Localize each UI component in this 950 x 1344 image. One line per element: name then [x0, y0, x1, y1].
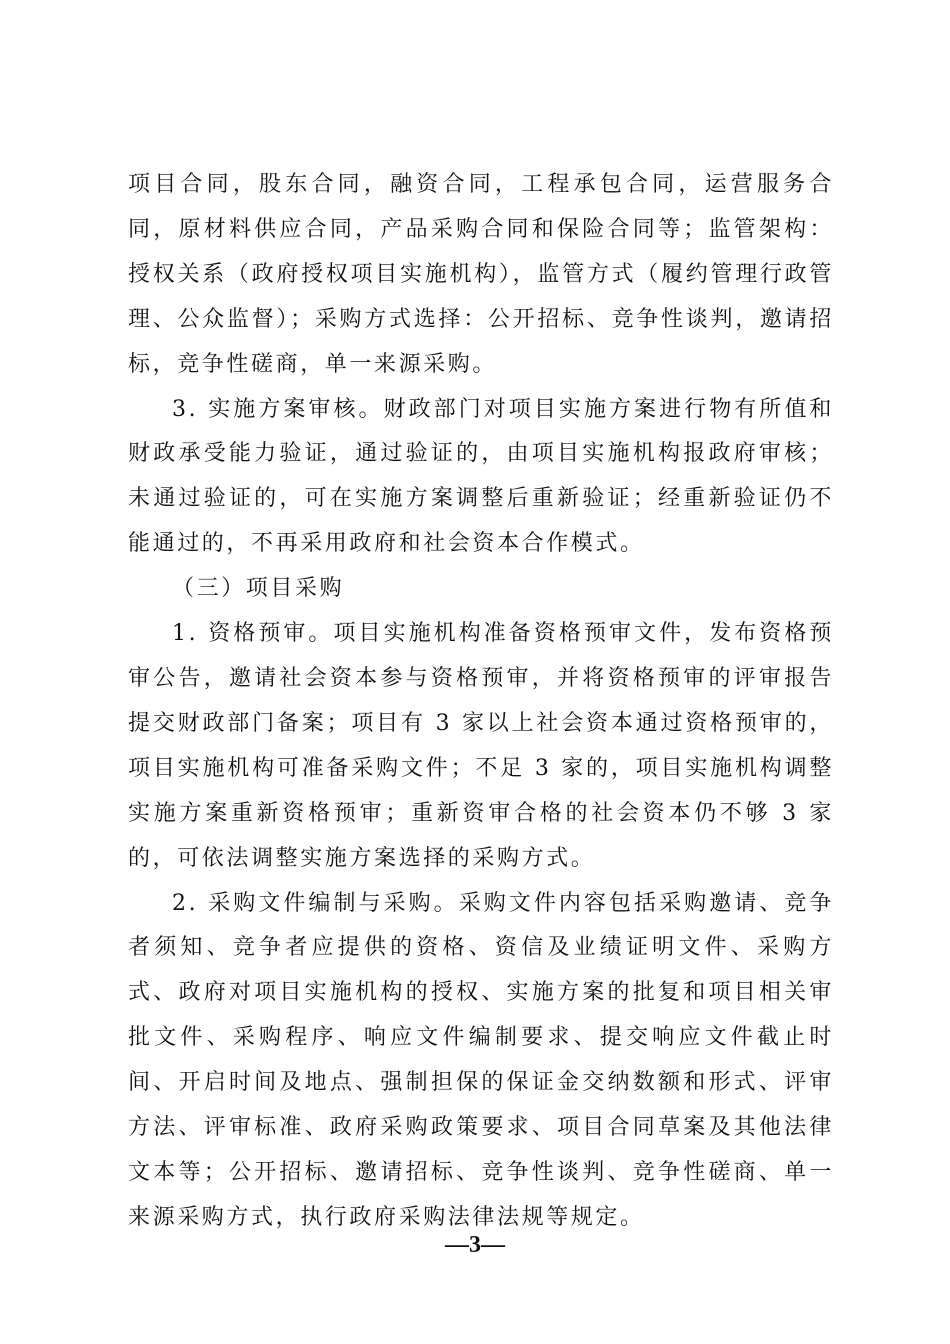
- paragraph-contracts-and-supervision: 项目合同，股东合同，融资合同，工程承包合同，运营服务合同，原材料供应合同，产品采购合同和保险合同等；监管架构：授权关系（政府授权项目实施机构），监管方式（履约管理行政管理、公众监督）；采购方式选择：公开招标、竞争性谈判，邀请招标，竞争性磋商，单一来源采购。: [128, 172, 834, 377]
- paragraph-prequalification: 1. 资格预审。项目实施机构准备资格预审文件，发布资格预审公告，邀请社会资本参与资格预审，并将资格预审的评审报告提交财政部门备案；项目有 3 家以上社会资本通过资格预审的，项目实施机构可准备采购文件；不足 3 家的，项目实施机构调整实施方案重新资格预审；重新资审合格的社会资本仍不够 3 家的，可依法调整实施方案选择的采购方式。: [128, 621, 834, 871]
- section-heading-project-procurement: （三）项目采购: [172, 576, 345, 602]
- paragraph-procurement-documents: 2. 采购文件编制与采购。采购文件内容包括采购邀请、竞争者须知、竞争者应提供的资格、资信及业绩证明文件、采购方式、政府对项目实施机构的授权、实施方案的批复和项目相关审批文件、采购程序、响应文件编制要求、提交响应文件截止时间、开启时间及地点、强制担保的保证金交纳数额和形式、评审方法、评审标准、政府采购政策要求、项目合同草案及其他法律文本等；公开招标、邀请招标、竞争性谈判、竞争性磋商、单一来源采购方式，执行政府采购法律法规等规定。: [128, 890, 834, 1230]
- paragraph-implementation-plan-review: 3. 实施方案审核。财政部门对项目实施方案进行物有所值和财政承受能力验证，通过验证的，由项目实施机构报政府审核；未通过验证的，可在实施方案调整后重新验证；经重新验证仍不能通过的，不再采用政府和社会资本合作模式。: [128, 396, 834, 557]
- document-body: [128, 163, 834, 1241]
- page-number: —3—: [445, 1232, 505, 1258]
